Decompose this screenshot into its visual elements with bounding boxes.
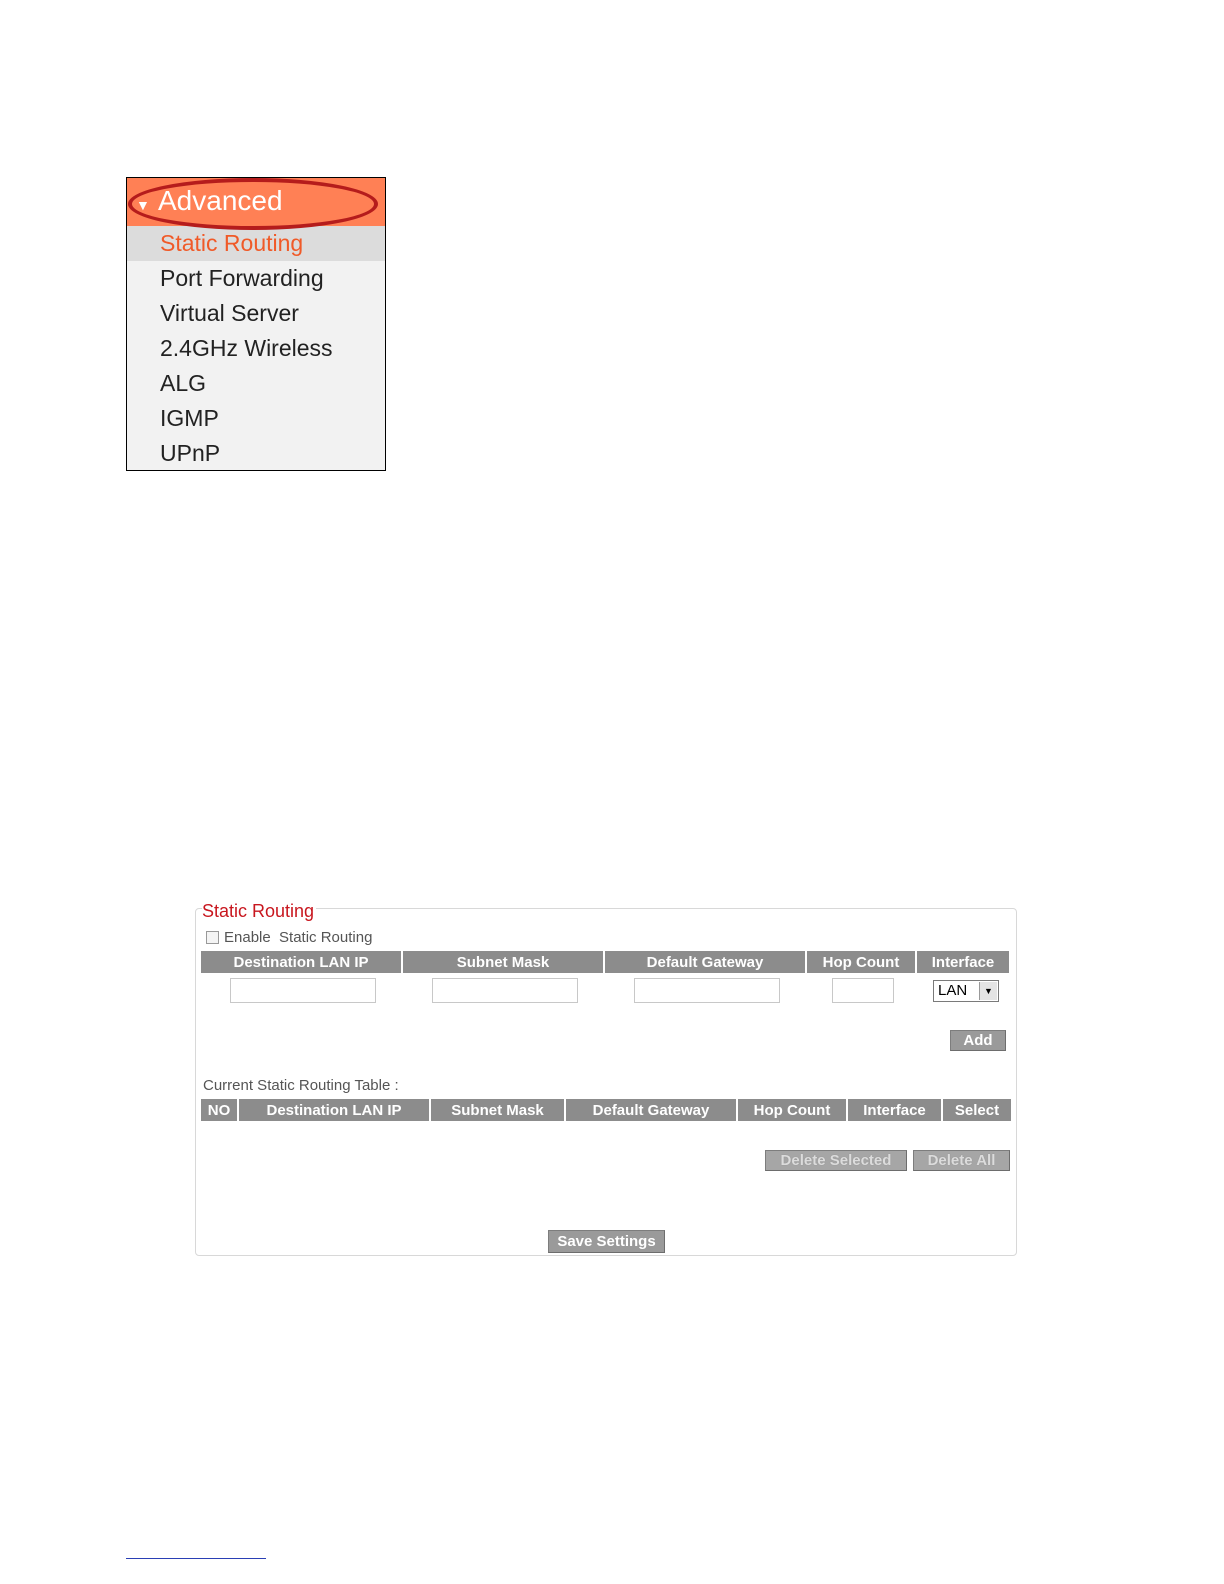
menu-item-static-routing[interactable]: Static Routing [127,226,385,261]
menu-item-virtual-server[interactable]: Virtual Server [160,300,299,326]
table-caption: Current Static Routing Table : [203,1077,399,1094]
hop-count-input[interactable] [832,978,894,1003]
triangle-down-icon: ▼ [136,197,150,213]
default-gateway-input[interactable] [634,978,780,1003]
chevron-down-icon[interactable]: ▼ [979,982,997,1000]
menu-item-port-forwarding[interactable]: Port Forwarding [160,265,324,291]
header-default-gateway: Default Gateway [605,951,805,973]
subnet-mask-input[interactable] [432,978,578,1003]
menu-header-advanced[interactable] [127,178,385,226]
input-header-row [201,951,1009,973]
advanced-menu [126,177,386,471]
header-subnet-mask: Subnet Mask [403,951,603,973]
interface-select-value: LAN [938,982,968,999]
menu-item-igmp[interactable]: IGMP [160,405,219,431]
delete-all-button[interactable]: Delete All [913,1150,1010,1171]
header-hop-count: Hop Count [807,951,915,973]
col-hop-count: Hop Count [738,1099,846,1121]
header-destination-lan-ip: Destination LAN IP [201,951,401,973]
col-subnet-mask: Subnet Mask [431,1099,564,1121]
col-no: NO [201,1099,237,1121]
enable-static-routing-label: Enable Static Routing [224,929,373,946]
enable-static-routing-row [206,929,372,946]
destination-lan-ip-input[interactable] [230,978,376,1003]
header-interface: Interface [917,951,1009,973]
add-button[interactable]: Add [950,1030,1006,1051]
delete-selected-button[interactable]: Delete Selected [765,1150,907,1171]
menu-header-label: Advanced [158,185,283,216]
static-routing-panel [195,901,1017,1256]
routing-table-header [201,1099,1011,1121]
panel-title: Static Routing [202,901,315,921]
col-destination-lan-ip: Destination LAN IP [239,1099,429,1121]
col-select: Select [943,1099,1011,1121]
highlight-ellipse [128,178,378,230]
interface-select[interactable] [933,980,999,1002]
menu-item-wireless[interactable]: 2.4GHz Wireless [160,335,333,361]
enable-static-routing-checkbox[interactable] [206,931,219,944]
menu-item-alg[interactable]: ALG [160,370,207,396]
footer-divider [126,1558,266,1559]
menu-item-upnp[interactable]: UPnP [160,440,221,466]
save-settings-button[interactable]: Save Settings [548,1230,665,1253]
col-default-gateway: Default Gateway [566,1099,736,1121]
col-interface: Interface [848,1099,941,1121]
